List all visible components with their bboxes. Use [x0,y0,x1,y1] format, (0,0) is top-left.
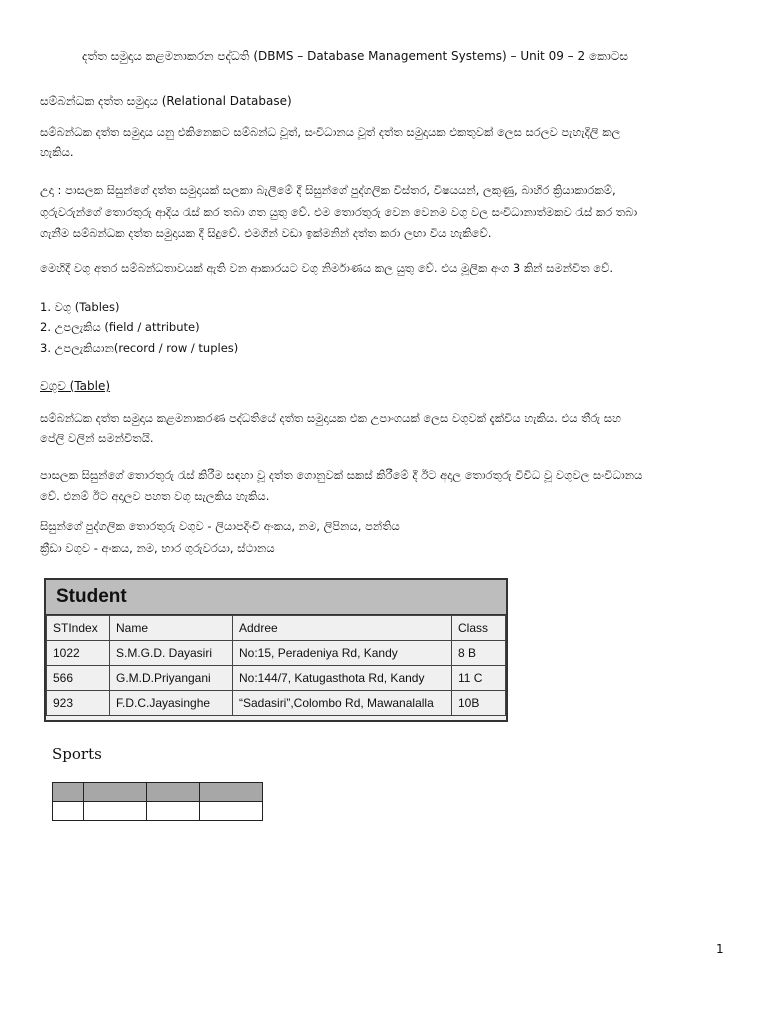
table-cell: 10B [452,691,506,716]
table-row [53,802,263,821]
paragraph-line: වේ. එනම් ඊට අදාලව පහත වගු සැලකිය හැකිය. [40,489,270,503]
sports-table [52,782,263,821]
table-cell: 923 [47,691,110,716]
table-row [47,691,506,716]
table-header-cell [147,783,200,802]
table-header-cell [200,783,263,802]
table-header-row [47,616,506,641]
student-table [46,615,506,716]
example-line: ක්‍රීඩා වගුව - අංකය, නම, භාර ගුරුවරයා, ස්ථානය [40,541,275,555]
section-heading-table: වගුව (Table) [40,379,111,393]
paragraph-line: ගැනීම සම්බන්ධක දත්ත සමුදායක දී සිදුවේ. එමගින් වඩා ඉක්මනින් දත්ත කරා ලඟා විය හැකිවේ. [40,226,492,240]
sports-table-title: Sports [52,745,102,763]
page-number: 1 [716,942,724,956]
list-item: 2. උපලැකිය (field / attribute) [40,320,200,334]
table-cell: 566 [47,666,110,691]
table-header-cell: Class [452,616,506,641]
table-header-cell: Addree [233,616,452,641]
table-cell: “Sadasiri”,Colombo Rd, Mawanalalla [233,691,452,716]
table-cell [84,802,147,821]
list-item: 1. වගු (Tables) [40,300,120,314]
table-header-cell [53,783,84,802]
paragraph-line: මෙහිදී වගු අතර සම්බන්ධතාවයක් ඇති වන ආකාරයට වගු නිර්මාණය කල යුතු වේ. එය මූලික අංග 3 කින් සමන්විත වේ. [40,261,614,275]
paragraph-line: පාසලක සිසුන්ගේ තොරතුරු රැස් කිරීම සඳහා වූ දත්ත ගොනුවක් සකස් කිරීමේ දී ඊට අදාල තොරතුරු විවිධ වූ වගුවල සංවිධානය [40,468,643,482]
table-cell: F.D.C.Jayasinghe [110,691,233,716]
table-cell [147,802,200,821]
table-cell: 11 C [452,666,506,691]
paragraph-line: සම්බන්ධක දත්ත සමුදාය යනු එකිනෙකට සම්බන්ධ වූත්, සංවිධානය වූත් දත්ත සමුදායක එකතුවක් ලෙස සරලව පැහැදිලි කල [40,125,621,139]
paragraph-line: සම්බන්ධක දත්ත සමුදාය කළමනාකරණ පද්ධතියේ දත්ත සමුදායක එක උපාංගයක් ලෙස වගුවක් දැක්විය හැකිය. එය තීරු සහ [40,411,622,425]
table-row [47,666,506,691]
page-title: දත්ත සමුදාය කළමනාකරන පද්ධති (DBMS – Database Management Systems) – Unit 09 – 2 කොටස [82,49,629,63]
table-cell [53,802,84,821]
paragraph-line: ගුරුවරුන්ගේ තොරතුරු ආදිය රැස් කර තබා ගත යුතු වේ. එම තොරතුරු වෙන වෙනම වගු වල සංවිධානාත්මකව රැස් කර තබා [40,205,638,219]
paragraph-line: උදා : පාසලක සිසුන්ගේ දත්ත සමුදායක් සලකා බැලීමේ දී සිසුන්ගේ පුද්ගලික විස්තර, විෂයයන්, ලකුණු, බාහිර ක්‍රියාකාරකම්, [40,183,616,197]
table-row [47,641,506,666]
student-table-title: Student [46,580,506,615]
table-cell [200,802,263,821]
table-header-cell [84,783,147,802]
table-cell: No:144/7, Katugasthota Rd, Kandy [233,666,452,691]
table-cell: S.M.G.D. Dayasiri [110,641,233,666]
table-header-row [53,783,263,802]
table-cell: 8 B [452,641,506,666]
paragraph-line: හැකිය. [40,145,74,159]
table-cell: No:15, Peradeniya Rd, Kandy [233,641,452,666]
table-cell: 1022 [47,641,110,666]
table-header-cell: STIndex [47,616,110,641]
section-heading-relational-database: සම්බන්ධක දත්ත සමුදාය (Relational Database) [40,94,292,108]
student-table-image [44,578,508,722]
table-header-cell: Name [110,616,233,641]
table-cell: G.M.D.Priyangani [110,666,233,691]
list-item: 3. උපලැකියාන(record / row / tuples) [40,341,239,355]
paragraph-line: පේලි වලින් සමන්විතයි. [40,431,154,445]
example-line: සිසුන්ගේ පුද්ගලික තොරතුරු වගුව - ලියාපදිංචි අංකය, නම, ලිපිනය, පන්තිය [40,519,400,533]
